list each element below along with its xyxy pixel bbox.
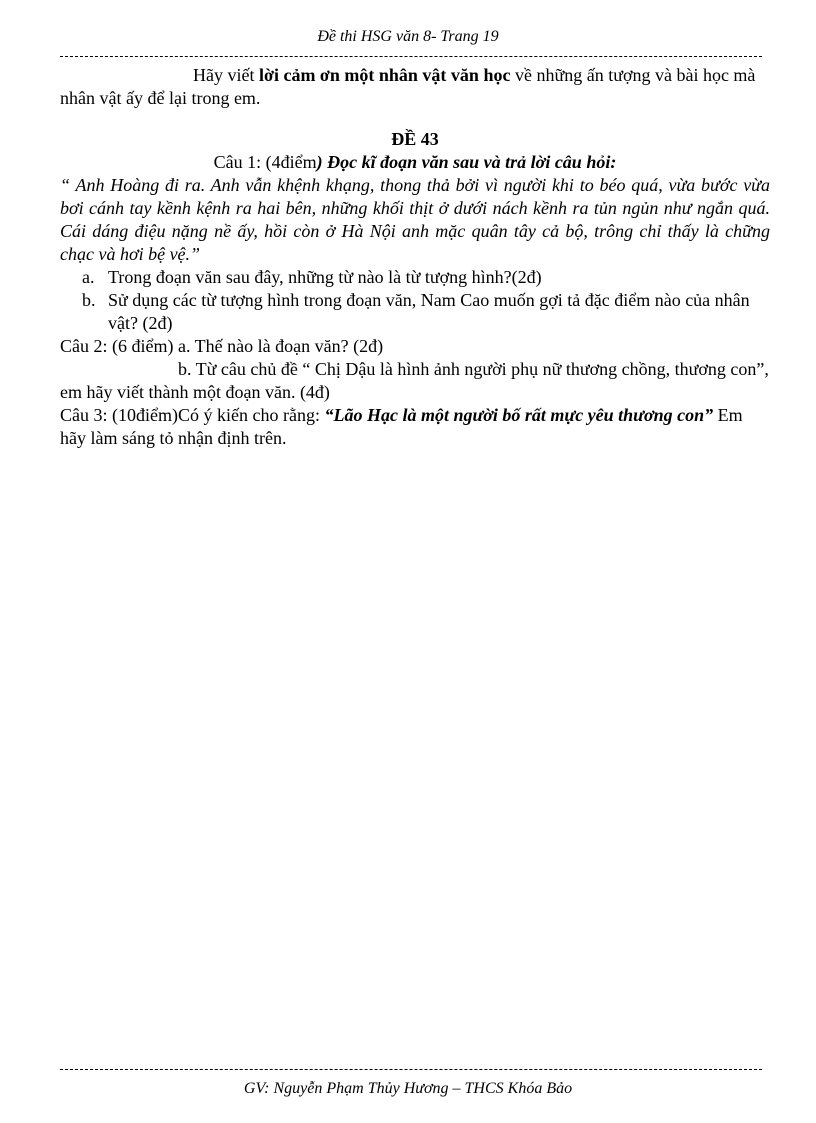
question-3 — [60, 404, 770, 450]
intro-paragraph — [60, 64, 770, 110]
question-2-line-2: b. Từ câu chủ đề “ Chị Dậu là hình ảnh người phụ nữ thương chồng, thương con”, em hãy viết thành một đoạn văn. (4đ) — [60, 359, 769, 402]
question-1-prefix: Câu 1: (4điểm — [213, 152, 317, 172]
question-2-line-1: Câu 2: (6 điểm) a. Thế nào là đoạn văn? (2đ) — [60, 336, 384, 356]
exam-title: ĐỀ 43 — [391, 129, 439, 149]
question-1b-text: Sử dụng các từ tượng hình trong đoạn văn, Nam Cao muốn gợi tả đặc điểm nào của nhân vật? (2đ) — [108, 290, 750, 333]
intro-bold-text: lời cảm ơn một nhân vật văn học — [258, 65, 511, 85]
page-header-title: Đề thi HSG văn 8- Trang 19 — [317, 28, 499, 45]
question-1a-marker: a. — [82, 267, 95, 287]
question-1-quote: “ Anh Hoàng đi ra. Anh vẫn khệnh khạng, thong thả bởi vì người khi to béo quá, vừa bước vừa bơi cánh tay kềnh kệnh ra hai bên, những khối thịt ở dưới nách kềnh ra tủn ngủn như ngắn quá. Cái dáng điệu nặng nề ấy, hồi còn ở Hà Nội anh mặc quân tây cả bộ, trông chỉ thấy là chững chạc và hơi bệ vệ.” — [60, 175, 770, 264]
question-1-heading — [60, 151, 770, 174]
question-1a — [82, 266, 770, 289]
header-divider — [60, 56, 762, 57]
intro-text-1: Hãy viết — [193, 65, 259, 85]
page-content — [60, 64, 770, 450]
question-1b-marker: b. — [82, 290, 96, 310]
question-1-instruction: ) Đọc kĩ đoạn văn sau và trả lời câu hỏi: — [316, 152, 617, 172]
question-3-suffix: Em hãy làm sáng tỏ nhận định trên. — [60, 405, 743, 448]
page-footer: GV: Nguyễn Phạm Thủy Hương – THCS Khóa Bảo — [243, 1080, 573, 1097]
question-3-statement: “Lão Hạc là một người bố rất mực yêu thương con” — [324, 405, 714, 425]
footer-divider — [60, 1069, 762, 1070]
question-3-prefix: Câu 3: (10điểm)Có ý kiến cho rằng: — [60, 405, 325, 425]
question-1a-text: Trong đoạn văn sau đây, những từ nào là từ tượng hình?(2đ) — [108, 267, 542, 287]
question-1b — [82, 289, 770, 335]
intro-text-2: về những ấn tượng và bài học mà nhân vật ấy để lại trong em. — [60, 65, 756, 108]
